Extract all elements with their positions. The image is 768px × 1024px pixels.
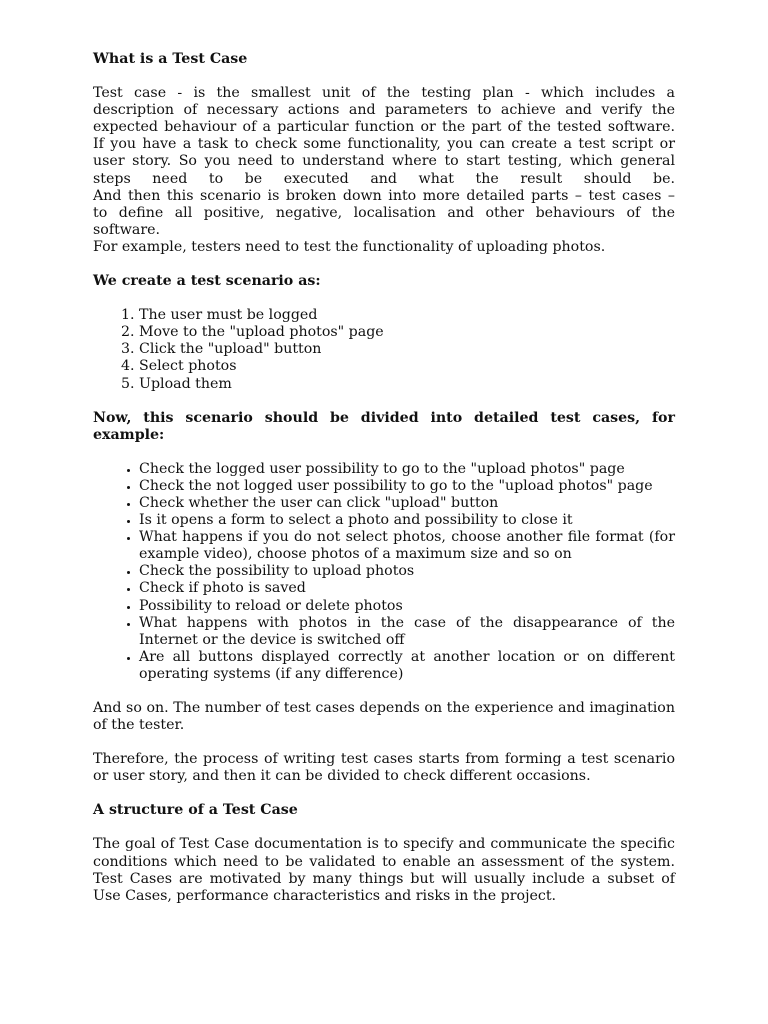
section-heading-test-scenario: We create a test scenario as:	[93, 273, 321, 290]
scenario-steps-list	[93, 307, 675, 392]
intro-line: steps need to be executed and what the result should be.	[93, 170, 675, 187]
test-cases-list	[93, 461, 675, 683]
intro-line: And then this scenario is broken down into more detailed parts – test cases –	[93, 187, 675, 204]
list-item: 1. The user must be logged	[139, 307, 675, 324]
intro-line: to define all positive, negative, localisation and other behaviours of the	[93, 204, 675, 221]
example-paragraph: For example, testers need to test the functionality of uploading photos.	[93, 238, 606, 255]
intro-line: Test case - is the smallest unit of the testing plan - which includes a	[93, 85, 675, 102]
intro-line: If you have a task to check some functionality, you can create a test script or	[93, 136, 675, 153]
list-item: 2. Move to the "upload photos" page	[139, 324, 675, 341]
list-item: • What happens if you do not select photos, choose another file format (for example video), choose photos of a maximum size and so on	[139, 529, 675, 563]
list-item: • Check the logged user possibility to go to the "upload photos" page	[139, 461, 675, 478]
conclusion-paragraph-1: And so on. The number of test cases depends on the experience and imagination of the tester.	[93, 700, 675, 734]
conclusion-paragraph-2: Therefore, the process of writing test cases starts from forming a test scenario or user story, and then it can be divided to check different occasions.	[93, 751, 675, 785]
list-item: • Check whether the user can click "upload" button	[139, 495, 675, 512]
list-item: • Are all buttons displayed correctly at another location or on different operating systems (if any difference)	[139, 649, 675, 683]
intro-line: description of necessary actions and parameters to achieve and verify the	[93, 102, 675, 119]
list-item: • Check the possibility to upload photos	[139, 563, 675, 580]
intro-line: software.	[93, 221, 161, 238]
intro-line: user story. So you need to understand where to start testing, which general	[93, 153, 675, 170]
structure-paragraph: The goal of Test Case documentation is to specify and communicate the specific conditions which need to be validated to enable an assessment of the system. Test Cases are motivated by many things but will usually include a subset of Use Cases, performance characteristics and risks in the project.	[93, 836, 675, 904]
list-item: • Is it opens a form to select a photo and possibility to close it	[139, 512, 675, 529]
list-item: • What happens with photos in the case of the disappearance of the Internet or the device is switched off	[139, 615, 675, 649]
section-heading-what-is-test-case: What is a Test Case	[93, 51, 248, 67]
document-page	[93, 51, 675, 922]
list-item: • Check the not logged user possibility to go to the "upload photos" page	[139, 478, 675, 495]
list-item: 3. Click the "upload" button	[139, 341, 675, 358]
list-item: • Possibility to reload or delete photos	[139, 598, 675, 615]
section-heading-structure: A structure of a Test Case	[93, 802, 298, 819]
intro-line: expected behaviour of a particular function or the part of the tested software.	[93, 119, 675, 136]
intro-paragraph	[93, 85, 675, 239]
section-heading-detailed-cases: Now, this scenario should be divided into detailed test cases, for example:	[93, 409, 675, 443]
list-item: • Check if photo is saved	[139, 580, 675, 597]
list-item: 4. Select photos	[139, 358, 675, 375]
list-item: 5. Upload them	[139, 376, 675, 393]
